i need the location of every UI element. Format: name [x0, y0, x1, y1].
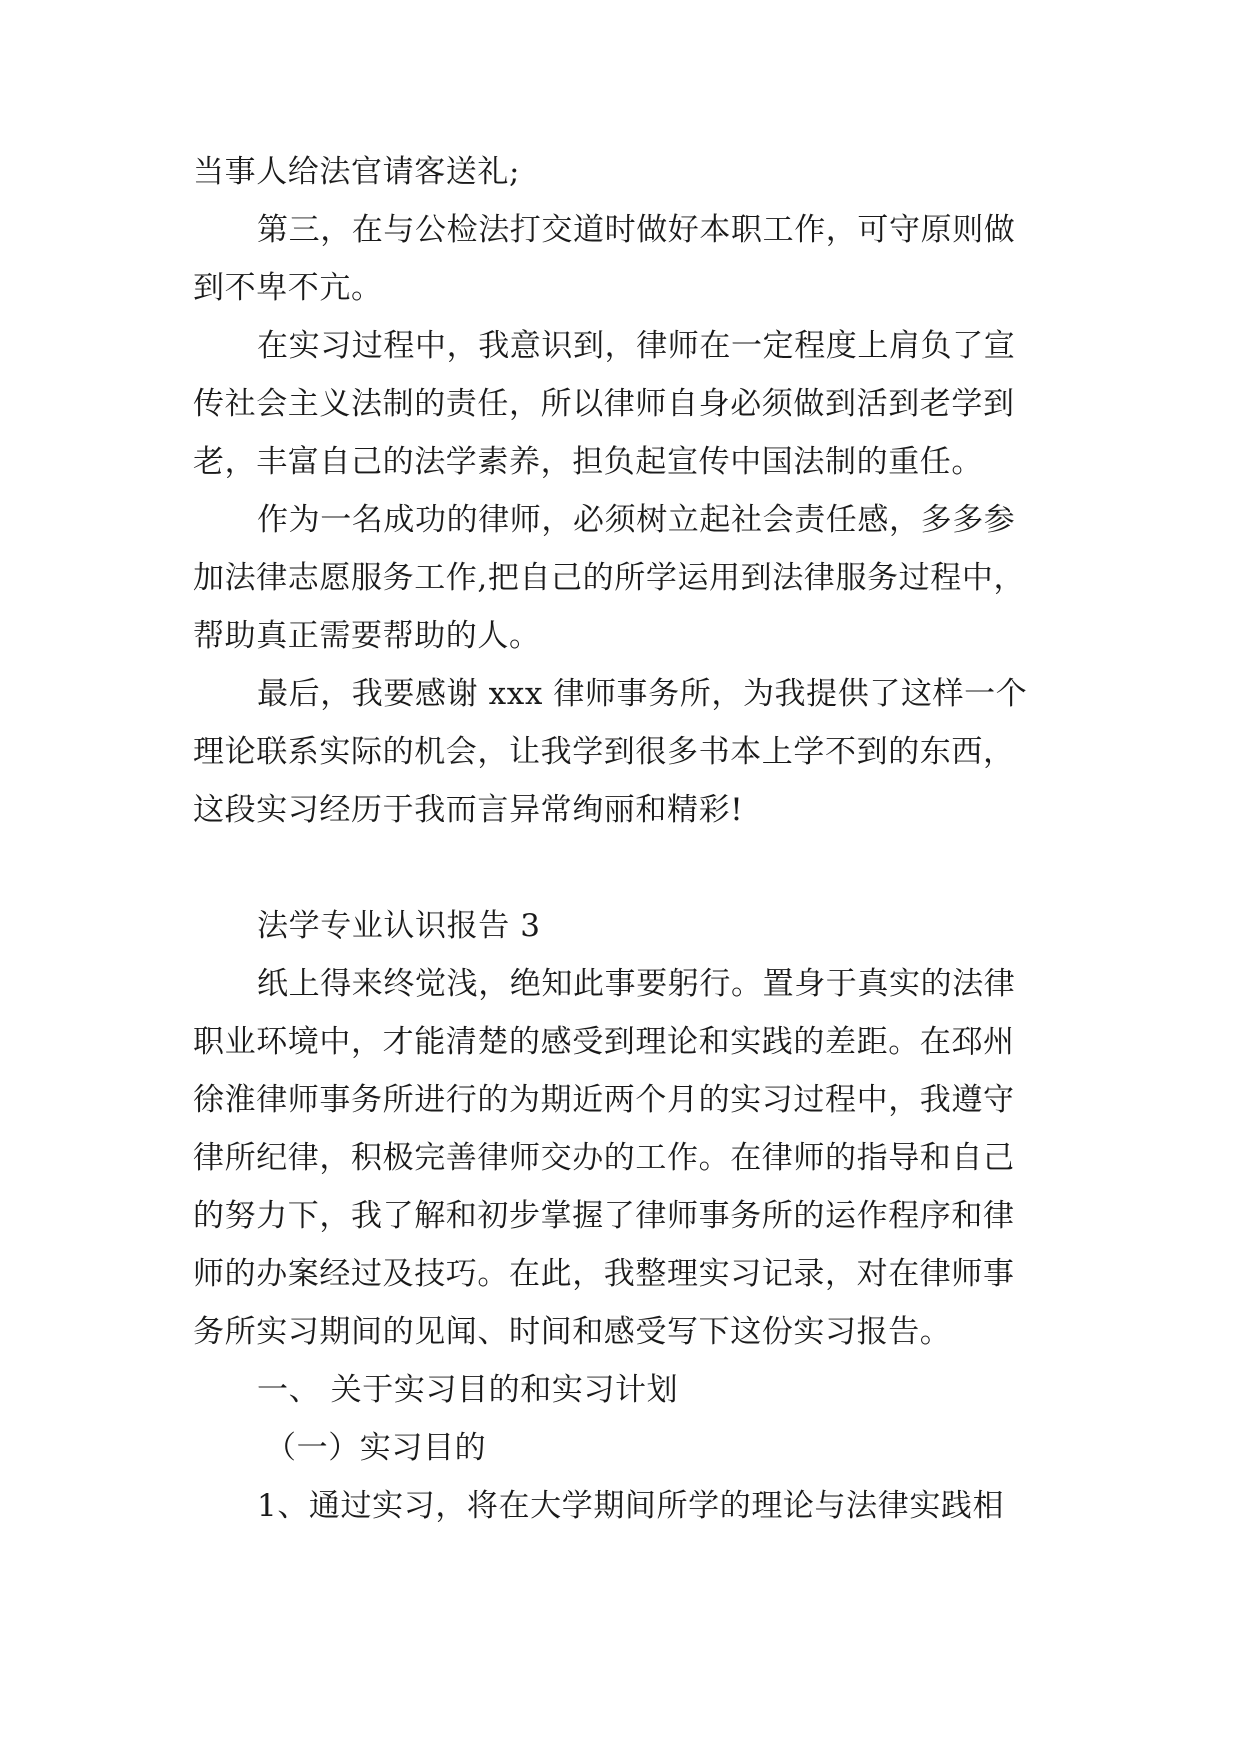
text-line: 到不卑不亢。 [193, 270, 383, 306]
text-line: 职业环境中，才能清楚的感受到理论和实践的差距。在邳州 [193, 1024, 1015, 1060]
text-line: 最后，我要感谢 xxx 律师事务所，为我提供了这样一个 [257, 676, 1028, 712]
text-line: 当事人给法官请客送礼; [193, 154, 521, 190]
text-line: 的努力下，我了解和初步掌握了律师事务所的运作程序和律 [193, 1198, 1015, 1234]
text-line: 务所实习期间的见闻、时间和感受写下这份实习报告。 [193, 1314, 952, 1350]
text-line: 徐淮律师事务所进行的为期近两个月的实习过程中，我遵守 [193, 1082, 1015, 1118]
section-title: 法学专业认识报告 3 [257, 908, 541, 944]
text-line: 传社会主义法制的责任，所以律师自身必须做到活到老学到 [193, 386, 1015, 422]
heading-1: 一、 关于实习目的和实习计划 [257, 1372, 679, 1408]
text-line: 在实习过程中，我意识到，律师在一定程度上肩负了宣 [257, 328, 1016, 364]
text-line: 纸上得来终觉浅，绝知此事要躬行。置身于真实的法律 [257, 966, 1016, 1002]
text-line: 第三，在与公检法打交道时做好本职工作，可守原则做 [257, 212, 1016, 248]
text-line: 加法律志愿服务工作,把自己的所学运用到法律服务过程中， [193, 560, 1026, 596]
text-line: 1、通过实习，将在大学期间所学的理论与法律实践相 [257, 1488, 1005, 1524]
text-line: 律所纪律，积极完善律师交办的工作。在律师的指导和自己 [193, 1140, 1015, 1176]
text-line: 作为一名成功的律师，必须树立起社会责任感，多多参 [257, 502, 1016, 538]
text-line: 帮助真正需要帮助的人。 [193, 618, 541, 654]
text-line: 理论联系实际的机会，让我学到很多书本上学不到的东西， [193, 734, 1015, 770]
text-line: 这段实习经历于我而言异常绚丽和精彩! [193, 792, 744, 828]
text-line: 老，丰富自己的法学素养，担负起宣传中国法制的重任。 [193, 444, 983, 480]
text-line: 师的办案经过及技巧。在此，我整理实习记录，对在律师事 [193, 1256, 1015, 1292]
heading-2: （一）实习目的 [265, 1430, 487, 1466]
